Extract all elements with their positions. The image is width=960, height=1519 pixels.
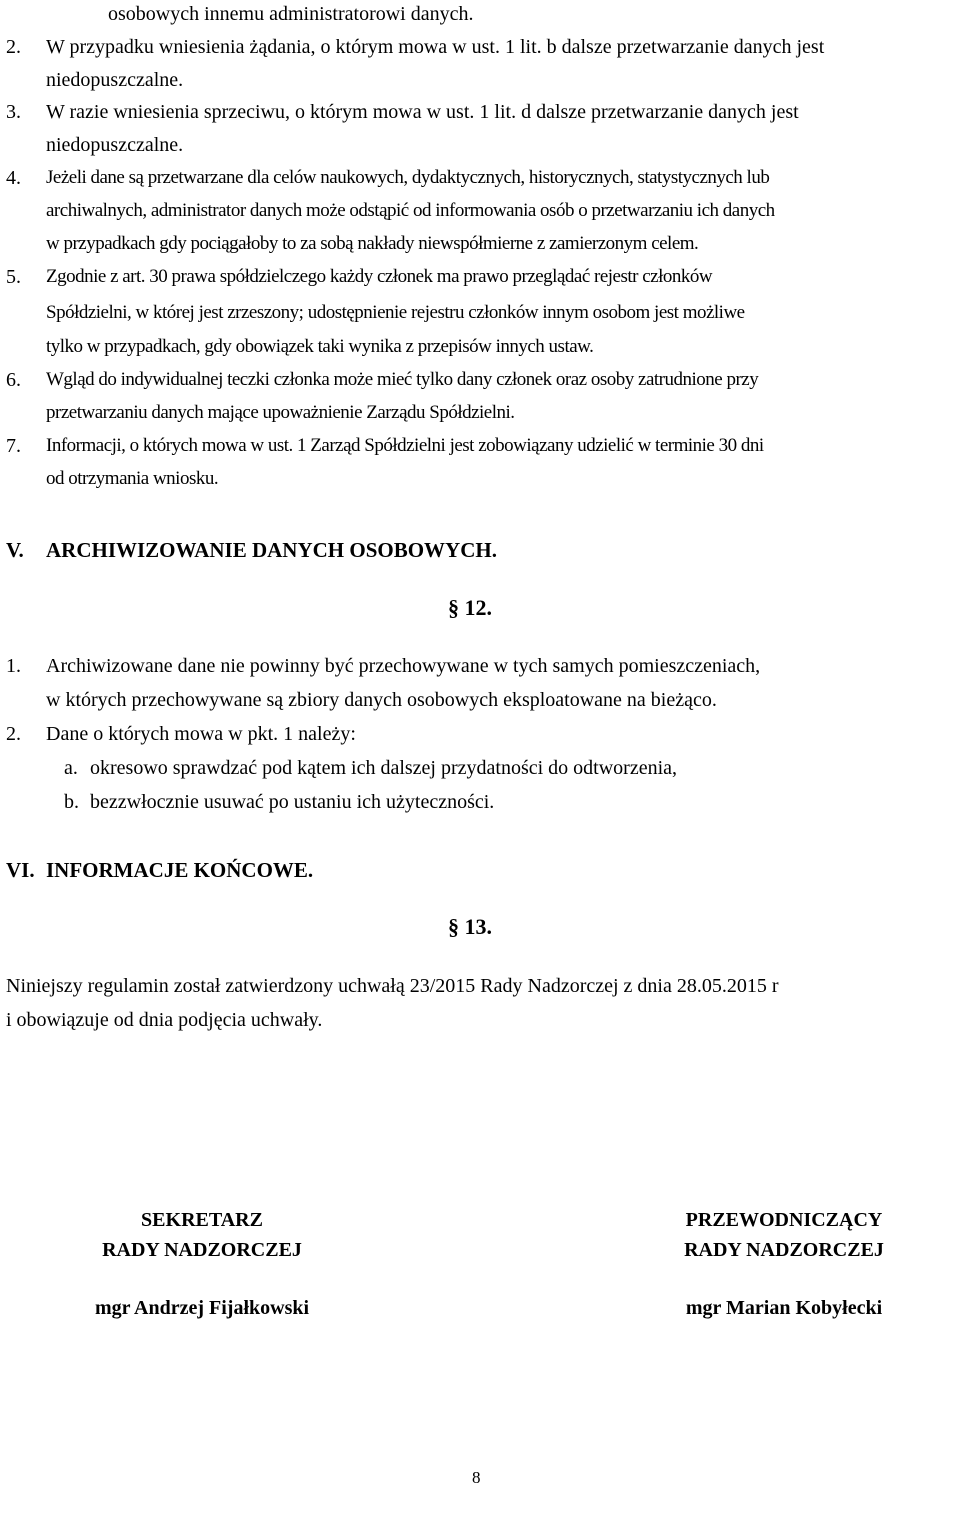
section-title: INFORMACJE KOŃCOWE. <box>46 858 314 882</box>
list-item-text: Zgodnie z art. 30 prawa spółdzielczego każdy członek ma prawo przeglądać rejestr członków <box>46 266 713 287</box>
list-item-text: niedopuszczalne. <box>46 134 184 156</box>
list-item-text: archiwalnych, administrator danych może odstąpić od informowania osób o przetwarzaniu ich danych <box>46 200 775 221</box>
list-item-text: Wgląd do indywidualnej teczki członka może mieć tylko dany członek oraz osoby zatrudnione przy <box>46 369 759 390</box>
list-item-text: Dane o których mowa w pkt. 1 należy: <box>46 723 356 745</box>
list-item-text: w przypadkach gdy pociągałoby to za sobą nakłady niewspółmierne z zamierzonym celem. <box>46 233 699 254</box>
section-number: V. <box>6 538 24 562</box>
list-number: 1. <box>6 655 21 677</box>
list-number: 5. <box>6 266 21 288</box>
list-number: 6. <box>6 369 21 391</box>
closing-text: i obowiązuje od dnia podjęcia uchwały. <box>6 1009 323 1031</box>
list-item-text: przetwarzaniu danych mające upoważnienie Zarządu Spółdzielni. <box>46 402 515 423</box>
list-number: 7. <box>6 435 21 457</box>
signature-left <box>52 1205 352 1323</box>
section-title: ARCHIWIZOWANIE DANYCH OSOBOWYCH. <box>46 538 497 562</box>
list-item-text: w których przechowywane są zbiory danych osobowych eksploatowane na bieżąco. <box>46 689 717 711</box>
list-item-text: W razie wniesienia sprzeciwu, o którym mowa w ust. 1 lit. d dalsze przetwarzanie danych jest <box>46 101 799 123</box>
signature-role: SEKRETARZ <box>141 1209 263 1231</box>
signature-role: RADY NADZORCZEJ <box>102 1239 302 1261</box>
list-item-text: Archiwizowane dane nie powinny być przechowywane w tych samych pomieszczeniach, <box>46 655 761 677</box>
list-item-text: niedopuszczalne. <box>46 69 184 91</box>
list-item-text: Informacji, o których mowa w ust. 1 Zarząd Spółdzielni jest zobowiązany udzielić w terminie 30 dni <box>46 435 764 456</box>
list-number: 3. <box>6 101 21 123</box>
signature-name: mgr Andrzej Fijałkowski <box>94 1297 310 1319</box>
signature-role: PRZEWODNICZĄCY <box>685 1209 883 1231</box>
section-number: VI. <box>6 858 35 882</box>
paragraph-number: § 13. <box>448 914 492 939</box>
sublist-item-text: okresowo sprawdzać pod kątem ich dalszej przydatności do odtworzenia, <box>90 757 678 779</box>
list-number: 2. <box>6 723 21 745</box>
signature-name: mgr Marian Kobyłecki <box>685 1297 883 1319</box>
sublist-letter: a. <box>64 757 78 779</box>
list-item-text: Jeżeli dane są przetwarzane dla celów naukowych, dydaktycznych, historycznych, statystycznych lub <box>46 167 770 188</box>
list-item-text: tylko w przypadkach, gdy obowiązek taki wynika z przepisów innych ustaw. <box>46 336 594 357</box>
sublist-item-text: bezzwłocznie usuwać po ustaniu ich użyteczności. <box>90 791 495 813</box>
list-number: 4. <box>6 167 21 189</box>
closing-text: Niniejszy regulamin został zatwierdzony uchwałą 23/2015 Rady Nadzorczej z dnia 28.05.2015 r <box>6 975 779 997</box>
signature-role: RADY NADZORCZEJ <box>684 1239 884 1261</box>
signature-right <box>634 1205 934 1323</box>
continuation-line: osobowych innemu administratorowi danych. <box>108 3 474 25</box>
list-item-text: Spółdzielni, w której jest zrzeszony; udostępnienie rejestru członków innym osobom jest możliwe <box>46 302 745 323</box>
paragraph-number: § 12. <box>448 595 492 620</box>
sublist-letter: b. <box>64 791 79 813</box>
page-number: 8 <box>472 1468 481 1487</box>
list-item-text: od otrzymania wniosku. <box>46 468 219 489</box>
list-number: 2. <box>6 36 21 58</box>
list-item-text: W przypadku wniesienia żądania, o którym mowa w ust. 1 lit. b dalsze przetwarzanie danych jest <box>46 36 825 58</box>
